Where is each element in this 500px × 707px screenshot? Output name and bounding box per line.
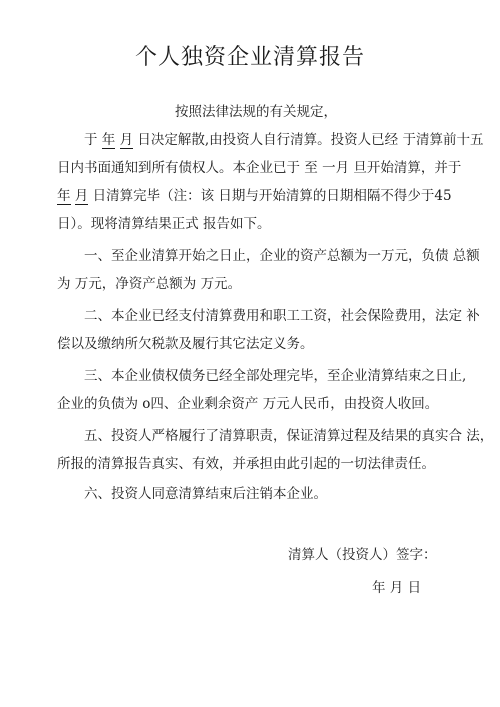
p3-line-1: 二、本企业已经支付清算费用和职工工资，社会保险费用，法定 补: [84, 308, 480, 324]
p1-line-2: 日内书面通知到所有债权人。本企业已于 至 一月 旦开始清算，并于: [57, 160, 462, 176]
document-title: 个人独资企业清算报告: [134, 45, 365, 70]
p4-line-1: 三、本企业债权债务已经全部处理完毕，至企业清算结束之日止,: [84, 368, 467, 384]
p1-line-1-text: 日决定解散,由投资人自行清算。投资人已经 于清算前十五: [137, 132, 484, 148]
intro-line: 按照法律法规的有关规定，: [175, 104, 337, 120]
p1-line-3: [57, 186, 452, 206]
p4-line-2: 企业的负债为 o四、企业剩余资产 万元人民币，由投资人收回。: [57, 396, 439, 412]
p2-line-1: 一、至企业清算开始之日止，企业的资产总额为一万元，负债 总额: [84, 248, 480, 264]
p5-line-2: 所报的清算报告真实、有效，并承担由此引起的一切法律责任。: [57, 456, 435, 472]
signature-label: 清算人（投资人）签字：: [288, 547, 437, 563]
p1-line-1: [84, 130, 483, 150]
signature-date: 年 月 日: [372, 580, 422, 596]
p3-line-2: 偿以及缴纳所欠税款及履行其它法定义务。: [57, 336, 314, 352]
p6-line-1: 六、投资人同意清算结束后注销本企业。: [84, 486, 327, 502]
p1-month-blank: 月: [119, 132, 134, 148]
p5-line-1: 五、投资人严格履行了清算职责，保证清算过程及结果的真实合 法，: [84, 428, 494, 444]
p1-l3-year-blank: 年: [57, 188, 71, 204]
p1-l3-month-blank: 月: [74, 188, 89, 204]
p1-prefix: 于: [84, 132, 98, 148]
p1-year-blank: 年: [101, 132, 116, 148]
p2-line-2: 为 万元，净资产总额为 万元。: [57, 276, 242, 292]
p1-line-4: 日）。现将清算结果正式 报告如下。: [57, 216, 271, 232]
p1-line-3-text: 日清算完毕（注：该 日期与开始清算的日期相隔不得少于45: [92, 188, 452, 204]
